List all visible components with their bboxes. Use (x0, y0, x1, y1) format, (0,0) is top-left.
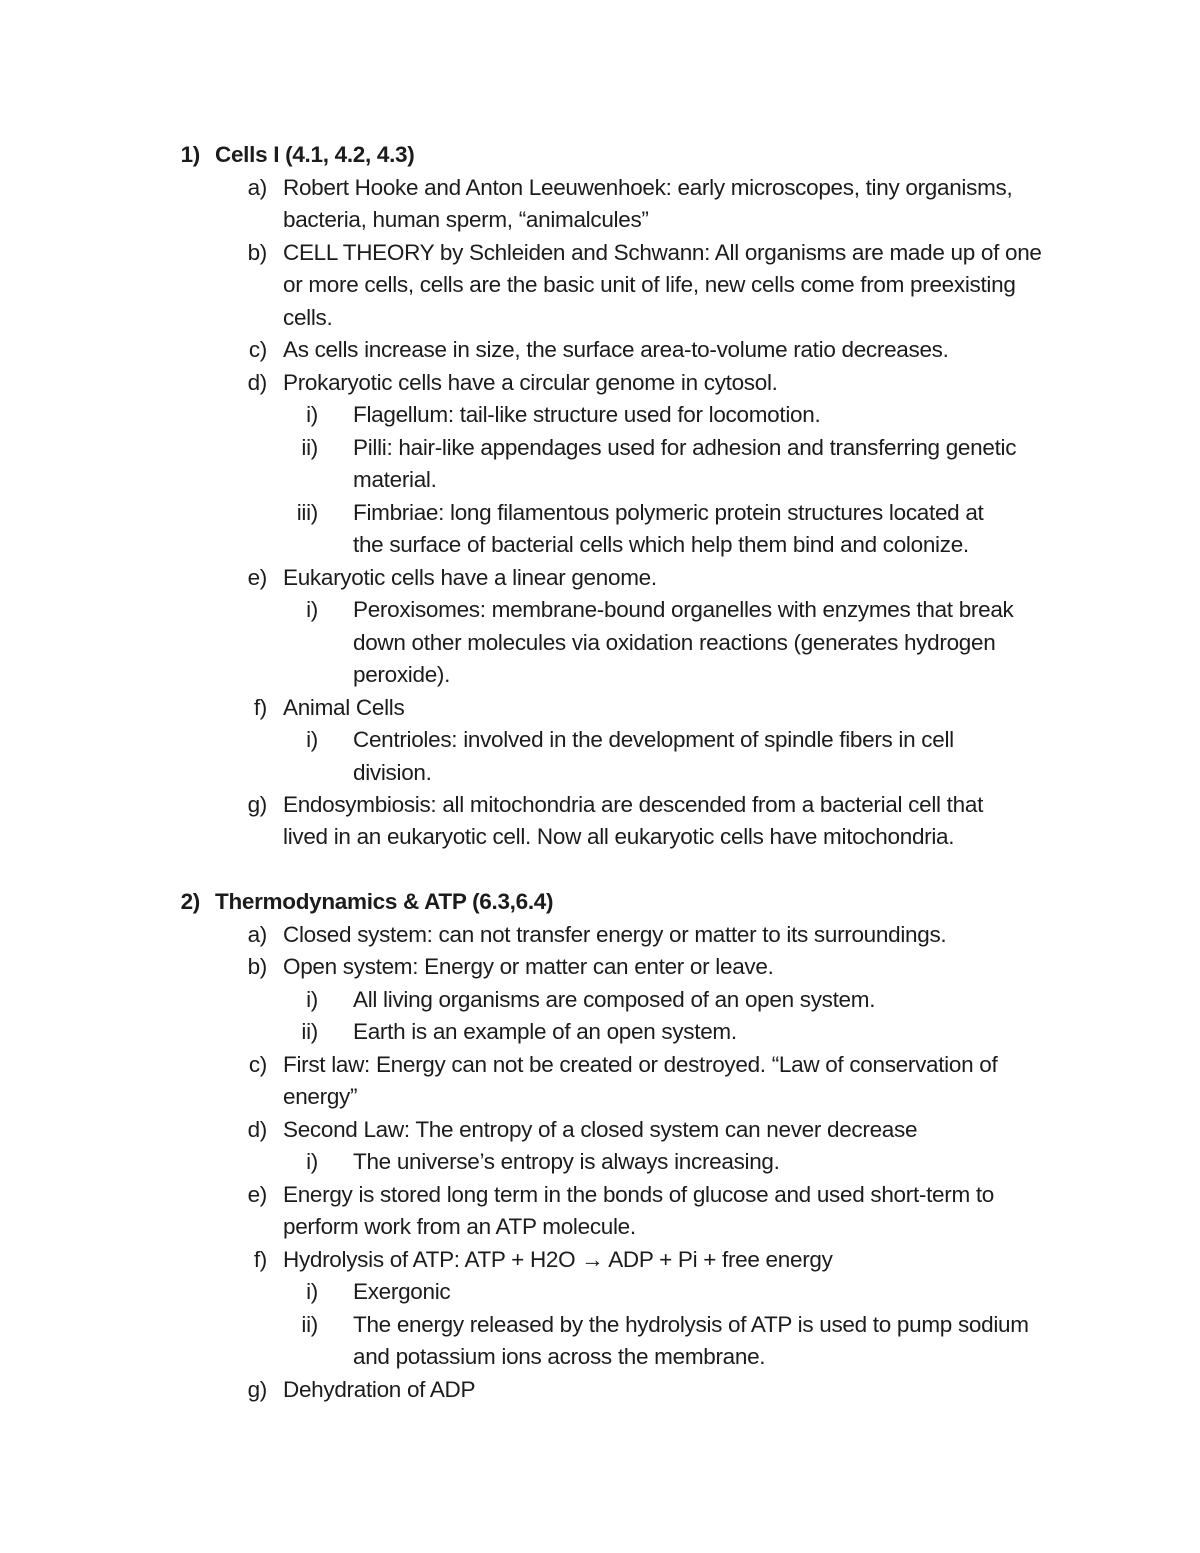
sub-list-item-continuation (0, 757, 1200, 790)
subitem-label: i) (306, 402, 318, 427)
section-heading (0, 139, 1200, 172)
subitem-text: and potassium ions across the membrane. (353, 1344, 766, 1369)
subitem-text: Peroxisomes: membrane-bound organelles with enzymes that break (353, 597, 1014, 622)
section-title: Cells I (4.1, 4.2, 4.3) (215, 142, 415, 167)
subitem-text: down other molecules via oxidation reactions (generates hydrogen (353, 630, 996, 655)
list-item (0, 951, 1200, 984)
item-label: d) (247, 1117, 267, 1142)
item-label: d) (247, 370, 267, 395)
subitem-text: Exergonic (353, 1279, 451, 1304)
section-heading (0, 886, 1200, 919)
list-item (0, 789, 1200, 822)
subitem-text: Centrioles: involved in the development of spindle fibers in cell (353, 727, 954, 752)
item-label: b) (247, 954, 267, 979)
subitem-text: material. (353, 467, 437, 492)
subitem-label: iii) (296, 500, 318, 525)
item-text: CELL THEORY by Schleiden and Schwann: All organisms are made up of one (283, 240, 1042, 265)
item-text: Eukaryotic cells have a linear genome. (283, 565, 657, 590)
item-label: b) (247, 240, 267, 265)
item-text: Energy is stored long term in the bonds of glucose and used short-term to (283, 1182, 994, 1207)
item-text: Second Law: The entropy of a closed system can never decrease (283, 1117, 918, 1142)
item-label: g) (247, 1377, 267, 1402)
sub-list-item (0, 594, 1200, 627)
subitem-text: Pilli: hair-like appendages used for adhesion and transferring genetic (353, 435, 1017, 460)
item-text: Animal Cells (283, 695, 405, 720)
section-title: Thermodynamics & ATP (6.3,6.4) (215, 889, 554, 914)
subitem-text: Fimbriae: long filamentous polymeric protein structures located at (353, 500, 984, 525)
list-item (0, 172, 1200, 205)
subitem-label: i) (306, 1149, 318, 1174)
subitem-label: i) (306, 987, 318, 1012)
item-text: Closed system: can not transfer energy or matter to its surroundings. (283, 922, 947, 947)
list-item (0, 237, 1200, 270)
subitem-text: The energy released by the hydrolysis of ATP is used to pump sodium (353, 1312, 1029, 1337)
item-text: Endosymbiosis: all mitochondria are descended from a bacterial cell that (283, 792, 984, 817)
item-label: a) (247, 922, 267, 947)
sub-list-item (0, 1309, 1200, 1342)
list-item (0, 562, 1200, 595)
item-label: a) (247, 175, 267, 200)
item-text: energy” (283, 1084, 358, 1109)
subitem-text: All living organisms are composed of an open system. (353, 987, 876, 1012)
item-text: Prokaryotic cells have a circular genome in cytosol. (283, 370, 778, 395)
item-text: Dehydration of ADP (283, 1377, 476, 1402)
list-item (0, 1049, 1200, 1082)
list-item (0, 1374, 1200, 1407)
sub-list-item (0, 1016, 1200, 1049)
item-label: f) (253, 1247, 267, 1272)
subitem-text: peroxide). (353, 662, 451, 687)
section-number: 2) (180, 889, 200, 914)
subitem-label: i) (306, 1279, 318, 1304)
item-text: As cells increase in size, the surface area-to-volume ratio decreases. (283, 337, 949, 362)
item-text: cells. (283, 305, 333, 330)
list-item (0, 1244, 1200, 1277)
subitem-label: i) (306, 727, 318, 752)
subitem-label: ii) (301, 1019, 318, 1044)
sub-list-item (0, 724, 1200, 757)
subitem-text: The universe’s entropy is always increasing. (353, 1149, 780, 1174)
subitem-label: i) (306, 597, 318, 622)
item-text: bacteria, human sperm, “animalcules” (283, 207, 649, 232)
item-label: e) (247, 1182, 267, 1207)
sub-list-item-continuation (0, 1341, 1200, 1374)
item-text: First law: Energy can not be created or destroyed. “Law of conservation of (283, 1052, 998, 1077)
subitem-text: Flagellum: tail-like structure used for locomotion. (353, 402, 821, 427)
item-text: perform work from an ATP molecule. (283, 1214, 636, 1239)
subitem-label: ii) (301, 435, 318, 460)
list-item-continuation (0, 1081, 1200, 1114)
sub-list-item (0, 984, 1200, 1017)
sub-list-item-continuation (0, 464, 1200, 497)
list-item (0, 692, 1200, 725)
subitem-text: the surface of bacterial cells which help them bind and colonize. (353, 532, 969, 557)
list-item-continuation (0, 1211, 1200, 1244)
sub-list-item (0, 497, 1200, 530)
list-item-continuation (0, 821, 1200, 854)
subitem-label: ii) (301, 1312, 318, 1337)
sub-list-item (0, 1276, 1200, 1309)
sub-list-item-continuation (0, 659, 1200, 692)
item-text: Robert Hooke and Anton Leeuwenhoek: early microscopes, tiny organisms, (283, 175, 1013, 200)
list-item-continuation (0, 269, 1200, 302)
sub-list-item-continuation (0, 627, 1200, 660)
list-item-continuation (0, 204, 1200, 237)
section-number: 1) (180, 142, 200, 167)
subitem-text: Earth is an example of an open system. (353, 1019, 737, 1044)
item-label: f) (253, 695, 267, 720)
list-item (0, 1179, 1200, 1212)
sub-list-item-continuation (0, 529, 1200, 562)
list-item (0, 1114, 1200, 1147)
list-item-continuation (0, 302, 1200, 335)
item-text: Hydrolysis of ATP: ATP + H2O → ADP + Pi + free energy (283, 1247, 833, 1272)
item-label: c) (248, 1052, 267, 1077)
item-label: g) (247, 792, 267, 817)
item-text: or more cells, cells are the basic unit of life, new cells come from preexisting (283, 272, 1016, 297)
list-item (0, 334, 1200, 367)
sub-list-item (0, 1146, 1200, 1179)
list-item (0, 367, 1200, 400)
list-item (0, 919, 1200, 952)
sub-list-item (0, 399, 1200, 432)
subitem-text: division. (353, 760, 432, 785)
item-label: c) (248, 337, 267, 362)
item-text: lived in an eukaryotic cell. Now all eukaryotic cells have mitochondria. (283, 824, 955, 849)
item-label: e) (247, 565, 267, 590)
sub-list-item (0, 432, 1200, 465)
item-text: Open system: Energy or matter can enter or leave. (283, 954, 774, 979)
